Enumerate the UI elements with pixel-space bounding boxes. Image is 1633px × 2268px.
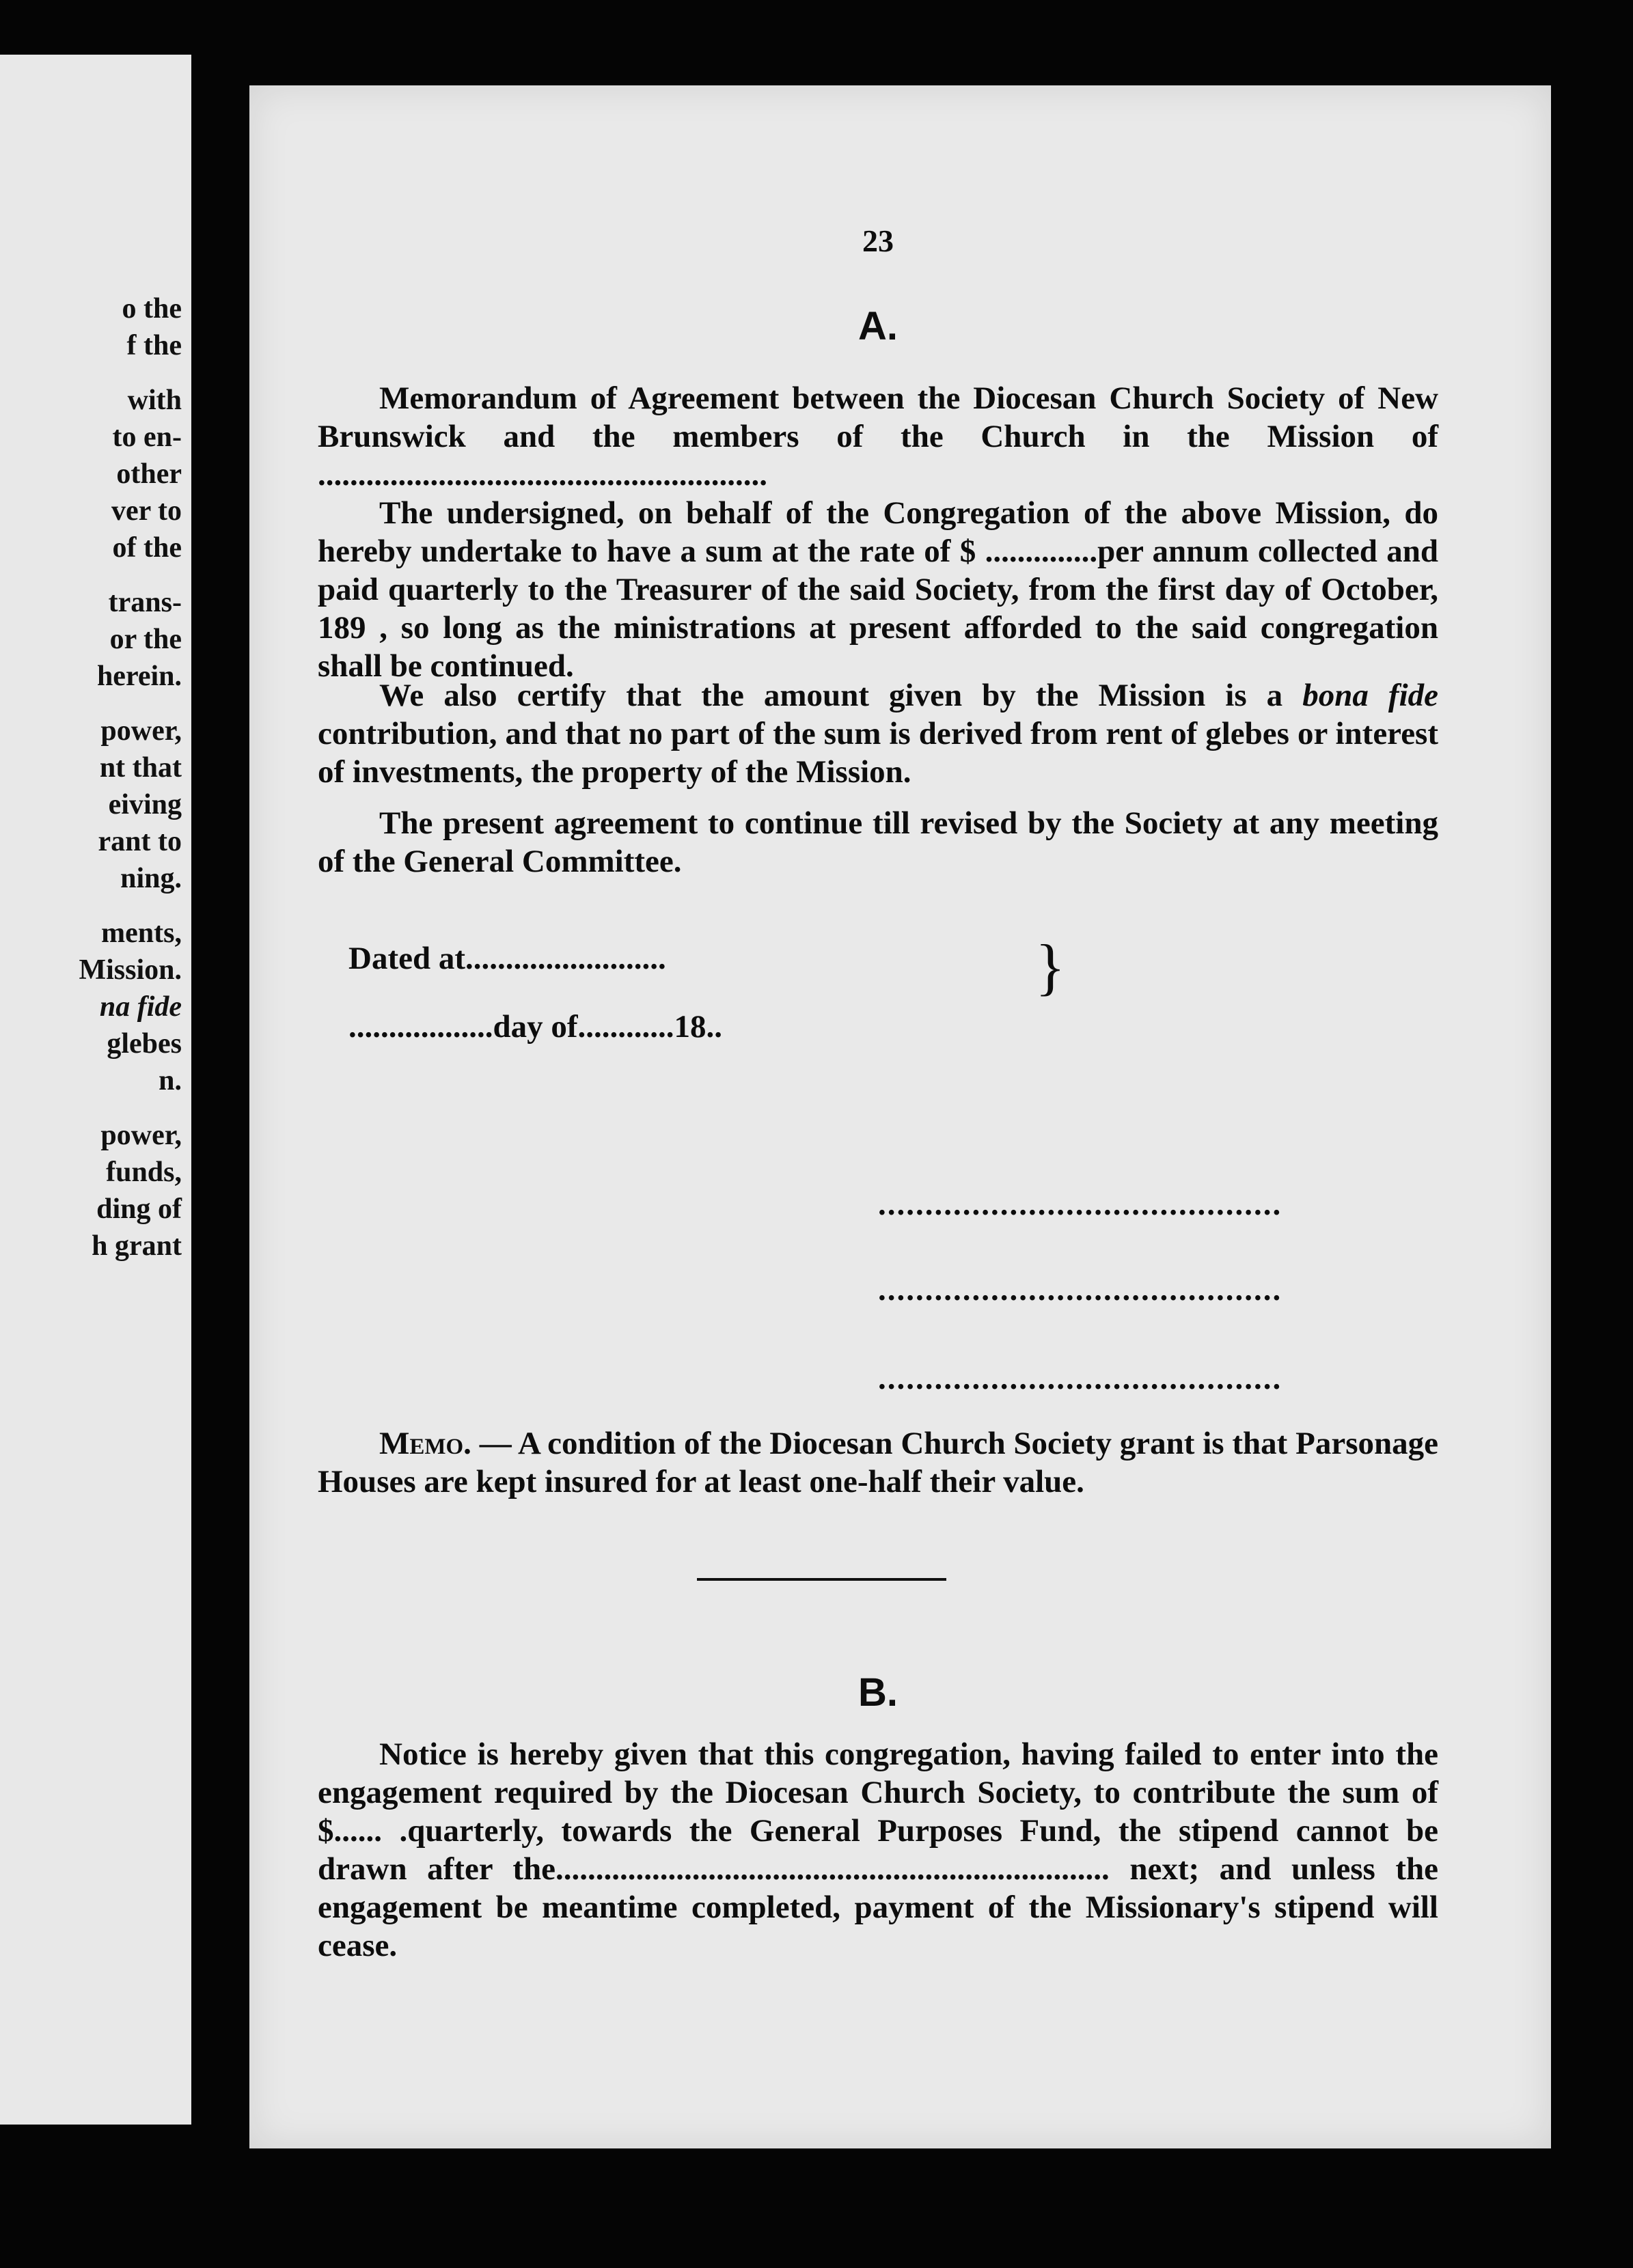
facing-page-fragment: ments, <box>101 917 182 949</box>
fragment-gap <box>79 566 182 584</box>
facing-page-edge <box>0 55 191 2125</box>
facing-page-fragment: n. <box>159 1065 182 1096</box>
fragment-gap <box>79 1099 182 1117</box>
facing-page-fragment: power, <box>100 1120 182 1151</box>
section-a-heading: A. <box>858 304 898 348</box>
page-number: 23 <box>862 223 894 258</box>
memorandum-paragraph: Memorandum of Agreement between the Diocesan Church Society of New Brunswick and the members of the Church in the Mission of ........................................................ <box>318 381 1438 493</box>
document-page <box>249 85 1551 2148</box>
memo-label: Memo. <box>379 1426 471 1461</box>
certification-start: We also certify that the amount given by the Mission is a <box>379 678 1283 713</box>
facing-page-fragment: other <box>116 458 182 490</box>
facing-page-fragment: Mission. <box>79 954 182 986</box>
fragment-gap <box>79 695 182 713</box>
facing-page-fragment: ning. <box>120 863 182 894</box>
signature-line: ........................................... <box>878 1361 1282 1396</box>
facing-page-fragment: na fide <box>99 991 182 1023</box>
facing-page-text <box>79 290 182 1264</box>
memo-text: — A condition of the Diocesan Church Society grant is that Parsonage Houses are kept insured for at least one-half their value. <box>318 1426 1438 1499</box>
facing-page-fragment: or the <box>109 624 182 655</box>
undertaking-paragraph: The undersigned, on behalf of the Congregation of the above Mission, do hereby undertake to have a sum at the rate of $ ..............per annum collected and paid quarterly to the Treasurer of the said Society, from the first day of October, 189 , so long as the ministrations at present afforded to the said congregation shall be continued. <box>318 495 1438 684</box>
facing-page-fragment: ding of <box>96 1193 182 1225</box>
facing-page-fragment: to en- <box>112 421 182 453</box>
certification-paragraph <box>318 676 1438 791</box>
section-b-heading: B. <box>858 1670 898 1715</box>
fragment-gap <box>79 897 182 915</box>
facing-page-fragment: glebes <box>107 1028 182 1060</box>
day-of-line: ..................day of............18.. <box>348 1009 723 1045</box>
facing-page-fragment: nt that <box>99 752 182 784</box>
date-brace: } <box>1035 932 1066 1001</box>
facing-page-fragment: rant to <box>98 826 182 857</box>
facing-page-fragment: o the <box>122 293 182 324</box>
signature-line: ........................................... <box>878 1272 1282 1308</box>
bona-fide-italic: bona fide <box>1302 678 1438 713</box>
dated-at-line: Dated at......................... <box>348 941 666 976</box>
memo-paragraph <box>318 1424 1438 1501</box>
facing-page-fragment: funds, <box>106 1157 182 1188</box>
facing-page-fragment: f the <box>126 330 182 361</box>
facing-page-fragment: ver to <box>111 495 182 527</box>
facing-page-fragment: of the <box>112 532 182 564</box>
facing-page-fragment: power, <box>100 715 182 747</box>
agreement-duration-paragraph: The present agreement to continue till revised by the Society at any meeting of the General Committee. <box>318 805 1438 879</box>
facing-page-fragment: trans- <box>108 587 182 618</box>
facing-page-fragment: eiving <box>108 789 182 820</box>
signature-line: ........................................... <box>878 1187 1282 1222</box>
certification-end: contribution, and that no part of the sum is derived from rent of glebes or interest of investments, the property of the Mission. <box>318 716 1438 790</box>
fragment-gap <box>79 364 182 382</box>
dated-block <box>348 939 1032 1076</box>
notice-paragraph: Notice is hereby given that this congregation, having failed to enter into the engagement required by the Diocesan Church Society, to contribute the sum of $...... .quarterly, towards the General Purposes Fund, the stipend cannot be drawn after the..................................................................... next; and unless the engagement be meantime completed, payment of the Missionary's stipend will cease. <box>318 1737 1438 1963</box>
facing-page-fragment: herein. <box>96 661 182 692</box>
facing-page-fragment: with <box>127 385 182 416</box>
facing-page-fragment: h grant <box>92 1230 182 1262</box>
section-divider <box>697 1578 946 1581</box>
